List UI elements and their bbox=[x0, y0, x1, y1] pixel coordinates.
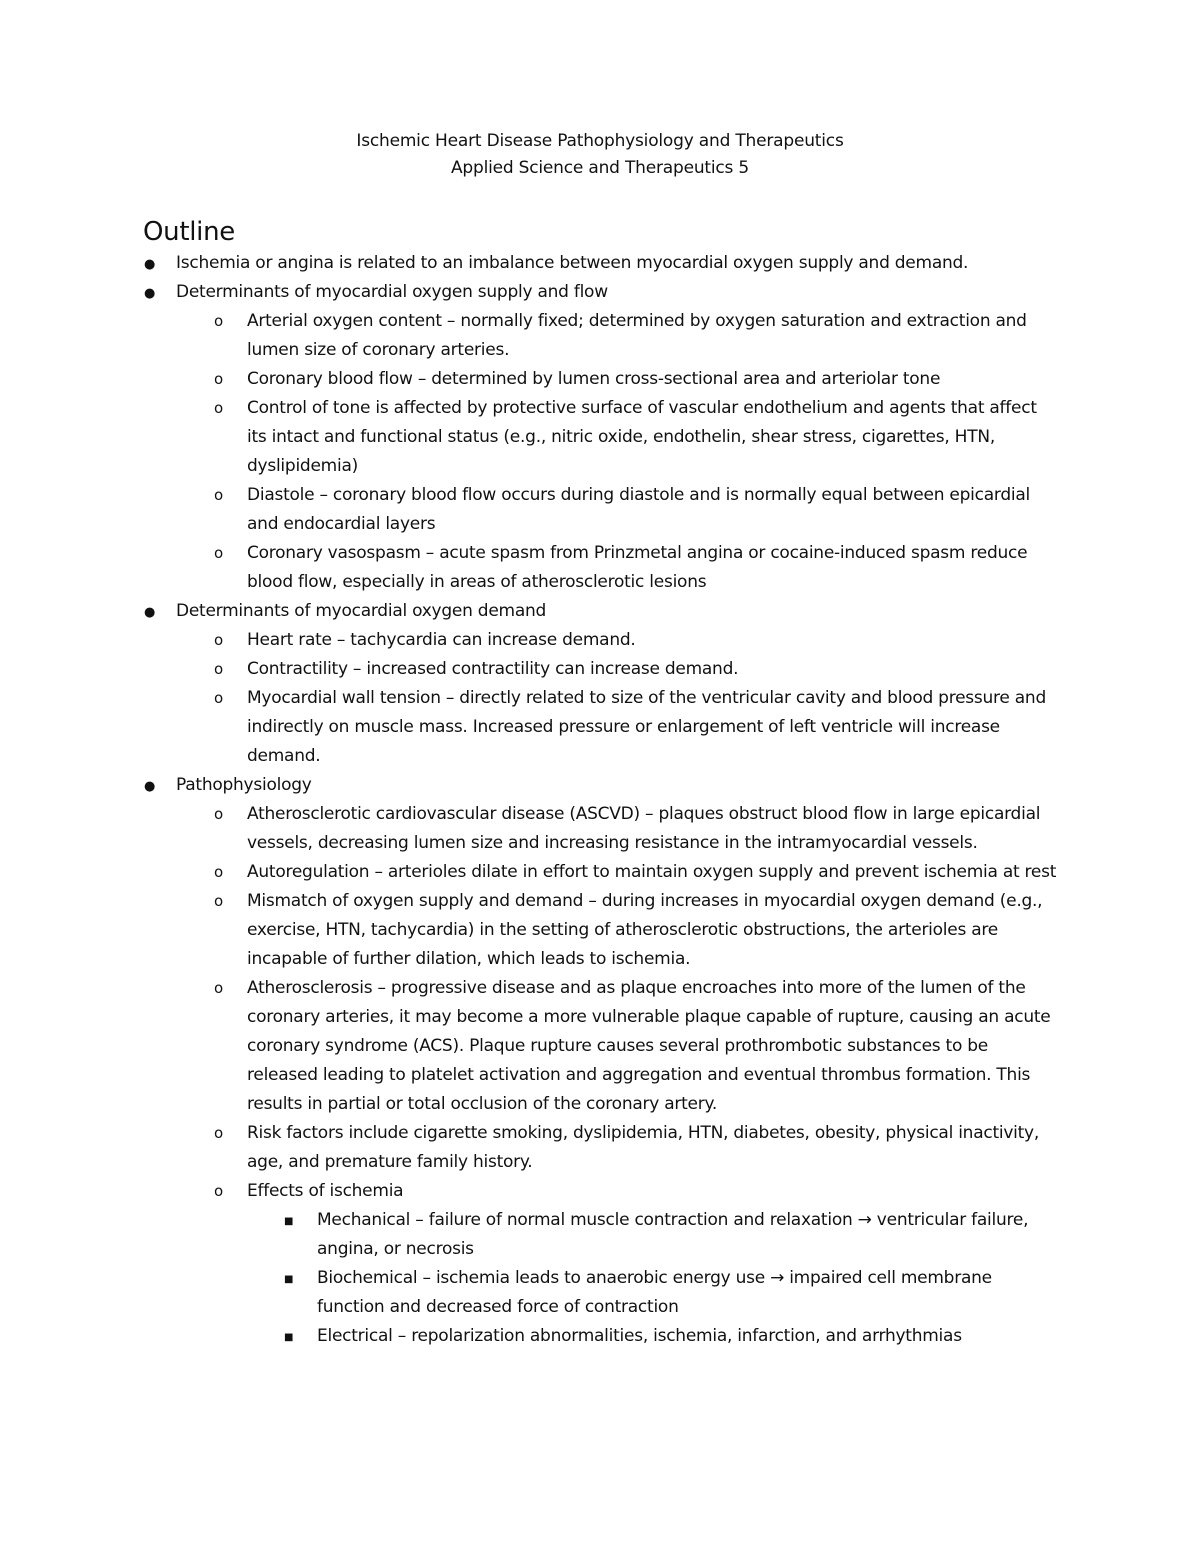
outline-text: Risk factors include cigarette smoking, dyslipidemia, HTN, diabetes, obesity, physical inactivity, age, and premature family history. bbox=[247, 1123, 1040, 1172]
bullet-marker: ● bbox=[144, 257, 156, 272]
bullet-marker: ● bbox=[144, 605, 156, 620]
bullet-marker: ● bbox=[144, 286, 156, 301]
outline-subsubitem bbox=[0, 1264, 1200, 1322]
outline-subitem bbox=[0, 887, 1200, 974]
bullet-marker: o bbox=[214, 1182, 223, 1200]
bullet-marker: o bbox=[214, 399, 223, 417]
outline-list bbox=[0, 249, 1200, 1351]
title-line-2: Applied Science and Therapeutics 5 bbox=[450, 158, 750, 178]
outline-text: Effects of ischemia bbox=[247, 1181, 404, 1201]
outline-text: Contractility – increased contractility can increase demand. bbox=[247, 659, 739, 679]
outline-subitem bbox=[0, 684, 1200, 771]
outline-text: Atherosclerotic cardiovascular disease (ASCVD) – plaques obstruct blood flow in large epicardial vessels, decreasing lumen size and increasing resistance in the intramyocardial vessels. bbox=[247, 804, 1041, 853]
bullet-marker: o bbox=[214, 689, 223, 707]
outline-text: Biochemical – ischemia leads to anaerobic energy use → impaired cell membrane function and decreased force of contraction bbox=[317, 1268, 992, 1317]
outline-subsubitem bbox=[0, 1206, 1200, 1264]
outline-text: Control of tone is affected by protective surface of vascular endothelium and agents that affect its intact and functional status (e.g., nitric oxide, endothelin, shear stress, cigarettes, HTN, dyslipidemia) bbox=[247, 398, 1037, 476]
outline-subitem bbox=[0, 307, 1200, 365]
outline-text: Arterial oxygen content – normally fixed; determined by oxygen saturation and extraction and lumen size of coronary arteries. bbox=[247, 311, 1027, 360]
bullet-marker: o bbox=[214, 631, 223, 649]
outline-text: Heart rate – tachycardia can increase demand. bbox=[247, 630, 636, 650]
outline-text: Mismatch of oxygen supply and demand – during increases in myocardial oxygen demand (e.g., exercise, HTN, tachycardia) in the setting of atherosclerotic obstructions, the arterioles are incapable of further dilation, which leads to ischemia. bbox=[247, 891, 1043, 969]
outline-text: Determinants of myocardial oxygen supply and flow bbox=[176, 282, 608, 302]
outline-text: Ischemia or angina is related to an imbalance between myocardial oxygen supply and demand. bbox=[176, 253, 969, 273]
bullet-marker: o bbox=[214, 1124, 223, 1142]
outline-text: Myocardial wall tension – directly related to size of the ventricular cavity and blood pressure and indirectly on muscle mass. Increased pressure or enlargement of left ventricle will increase demand. bbox=[247, 688, 1046, 766]
outline-item bbox=[0, 771, 1200, 800]
outline-subitem bbox=[0, 1177, 1200, 1206]
outline-subitem bbox=[0, 626, 1200, 655]
outline-text: Pathophysiology bbox=[176, 775, 312, 795]
bullet-marker: o bbox=[214, 660, 223, 678]
bullet-marker: ■ bbox=[284, 1216, 294, 1227]
outline-subitem bbox=[0, 1119, 1200, 1177]
bullet-marker: o bbox=[214, 486, 223, 504]
outline-subitem bbox=[0, 481, 1200, 539]
outline-text: Autoregulation – arterioles dilate in effort to maintain oxygen supply and prevent ischemia at rest bbox=[247, 862, 1057, 882]
bullet-marker: o bbox=[214, 805, 223, 823]
bullet-marker: o bbox=[214, 370, 223, 388]
outline-subitem bbox=[0, 539, 1200, 597]
bullet-marker: o bbox=[214, 312, 223, 330]
title-line-1: Ischemic Heart Disease Pathophysiology and Therapeutics bbox=[356, 131, 844, 151]
outline-item bbox=[0, 249, 1200, 278]
outline-text: Determinants of myocardial oxygen demand bbox=[176, 601, 547, 621]
outline-text: Coronary blood flow – determined by lumen cross-sectional area and arteriolar tone bbox=[247, 369, 941, 389]
bullet-marker: o bbox=[214, 544, 223, 562]
outline-subitem bbox=[0, 974, 1200, 1119]
bullet-marker: o bbox=[214, 979, 223, 997]
bullet-marker: ■ bbox=[284, 1274, 294, 1285]
bullet-marker: o bbox=[214, 892, 223, 910]
section-heading: Outline bbox=[143, 217, 235, 247]
bullet-marker: ■ bbox=[284, 1332, 294, 1343]
outline-subitem bbox=[0, 655, 1200, 684]
bullet-marker: ● bbox=[144, 779, 156, 794]
outline-text: Diastole – coronary blood flow occurs during diastole and is normally equal between epicardial and endocardial layers bbox=[247, 485, 1030, 534]
outline-text: Electrical – repolarization abnormalities, ischemia, infarction, and arrhythmias bbox=[317, 1326, 962, 1346]
outline-subitem bbox=[0, 394, 1200, 481]
outline-text: Coronary vasospasm – acute spasm from Prinzmetal angina or cocaine-induced spasm reduce blood flow, especially in areas of atherosclerotic lesions bbox=[247, 543, 1028, 592]
outline-subitem bbox=[0, 365, 1200, 394]
outline-subitem bbox=[0, 800, 1200, 858]
outline-item bbox=[0, 597, 1200, 626]
outline-subitem bbox=[0, 858, 1200, 887]
outline-subsubitem bbox=[0, 1322, 1200, 1351]
outline-text: Mechanical – failure of normal muscle contraction and relaxation → ventricular failure, angina, or necrosis bbox=[317, 1210, 1029, 1259]
document-title bbox=[0, 128, 1200, 182]
outline-text: Atherosclerosis – progressive disease and as plaque encroaches into more of the lumen of the coronary arteries, it may become a more vulnerable plaque capable of rupture, causing an acute coronary syndrome (ACS). Plaque rupture causes several prothrombotic substances to be released leading to platelet activation and aggregation and eventual thrombus formation. This results in partial or total occlusion of the coronary artery. bbox=[247, 978, 1051, 1114]
bullet-marker: o bbox=[214, 863, 223, 881]
outline-item bbox=[0, 278, 1200, 307]
